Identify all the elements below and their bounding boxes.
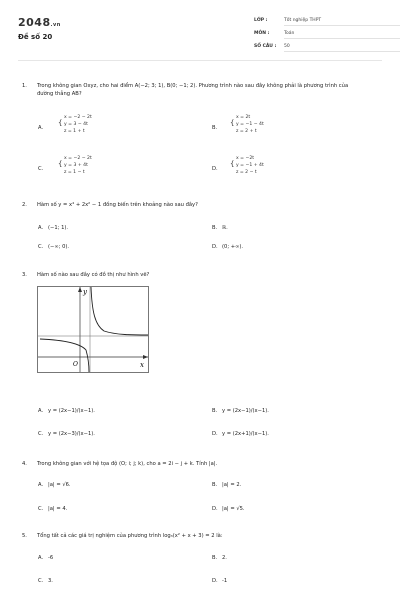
meta-value: 50 bbox=[284, 44, 290, 49]
site-logo: 2048.vn bbox=[18, 16, 61, 29]
question-number: 2. bbox=[22, 202, 27, 208]
option-5a[interactable]: A. -6 bbox=[38, 555, 54, 561]
meta-value: Toán bbox=[284, 31, 295, 36]
option-1a[interactable]: A. bbox=[38, 125, 44, 131]
option-1b[interactable]: B. bbox=[212, 125, 218, 131]
meta-key: SỐ CÂU : bbox=[254, 44, 277, 49]
question-number: 1. bbox=[22, 83, 27, 89]
option-1c[interactable]: C. bbox=[38, 166, 44, 172]
question-3 bbox=[22, 271, 150, 279]
option-2d[interactable]: D. (0; +∞). bbox=[212, 244, 244, 250]
option-3a[interactable]: A. y = (2x−1)/(x−1). bbox=[38, 408, 95, 414]
option-1c-system: { x = −2 − 2t y = 3 + 4t z = 1 − t bbox=[58, 156, 92, 175]
x-axis-label: x bbox=[140, 361, 144, 369]
y-axis-arrow bbox=[78, 287, 82, 292]
meta-key: LỚP : bbox=[254, 18, 268, 23]
question-number: 3. bbox=[22, 272, 27, 278]
option-2a[interactable]: A. (−1; 1). bbox=[38, 225, 69, 231]
option-3b[interactable]: B. y = (2x−1)/(x−1). bbox=[212, 408, 269, 414]
option-3c[interactable]: C. y = (2x−3)/(x−1). bbox=[38, 431, 95, 437]
origin-label: O bbox=[73, 361, 78, 368]
x-axis-arrow bbox=[143, 355, 148, 359]
header-divider bbox=[18, 60, 382, 61]
option-4a[interactable]: A. |a| = √6. bbox=[38, 482, 71, 488]
option-4d[interactable]: D. |a| = √5. bbox=[212, 506, 245, 512]
option-1d-system: { x = −2t y = −1 + 4t z = 2 − t bbox=[230, 156, 264, 175]
question-number: 5. bbox=[22, 533, 27, 539]
meta-value: Tốt nghiệp THPT bbox=[284, 18, 322, 23]
question-1 bbox=[22, 82, 349, 97]
option-1d[interactable]: D. bbox=[212, 166, 218, 172]
question-text: Tổng tất cả các giá trị nghiệm của phương trình log₃(x² + x + 3) = 2 là: bbox=[37, 533, 223, 539]
y-axis-label: y bbox=[83, 288, 87, 296]
option-2c[interactable]: C. (−∞; 0). bbox=[38, 244, 70, 250]
meta-class bbox=[254, 18, 321, 23]
question-text: Trong không gian Oxyz, cho hai điểm A(−2; 3; 1), B(0; −1; 2). Phương trình nào sau đây không phải là phương trình của đường thẳng AB? bbox=[37, 83, 349, 97]
graph-svg bbox=[38, 287, 148, 372]
question-text: Trong không gian với hệ tọa độ (O; i; j; k), cho a = 2i − j + k. Tính |a|. bbox=[37, 461, 218, 467]
option-1a-system: { x = −2 − 2t y = 3 − 4t z = 1 + t bbox=[58, 115, 92, 134]
option-5d[interactable]: D. -1 bbox=[212, 578, 228, 584]
option-4b[interactable]: B. |a| = 2. bbox=[212, 482, 242, 488]
option-5c[interactable]: C. 3. bbox=[38, 578, 53, 584]
meta-key: MÔN : bbox=[254, 31, 270, 36]
function-graph bbox=[37, 286, 149, 373]
option-2b[interactable]: B. ℝ. bbox=[212, 225, 228, 231]
option-5b[interactable]: B. 2. bbox=[212, 555, 227, 561]
graph-left-branch bbox=[40, 339, 89, 372]
question-4 bbox=[22, 460, 218, 468]
question-2 bbox=[22, 201, 198, 209]
graph-right-branch bbox=[91, 287, 148, 335]
option-1b-system: { x = 2t y = −1 − 4t z = 2 + t bbox=[230, 115, 264, 134]
exam-title: Đề số 20 bbox=[18, 33, 53, 41]
question-5 bbox=[22, 532, 223, 540]
question-text: Hàm số nào sau đây có đồ thị như hình vẽ? bbox=[37, 272, 150, 278]
question-number: 4. bbox=[22, 461, 27, 467]
option-4c[interactable]: C. |a| = 4. bbox=[38, 506, 68, 512]
option-3d[interactable]: D. y = (2x+1)/(x−1). bbox=[212, 431, 269, 437]
question-text: Hàm số y = x⁴ + 2x² − 1 đồng biến trên khoảng nào sau đây? bbox=[37, 202, 198, 208]
meta-subject bbox=[254, 31, 294, 36]
meta-count bbox=[254, 44, 290, 49]
